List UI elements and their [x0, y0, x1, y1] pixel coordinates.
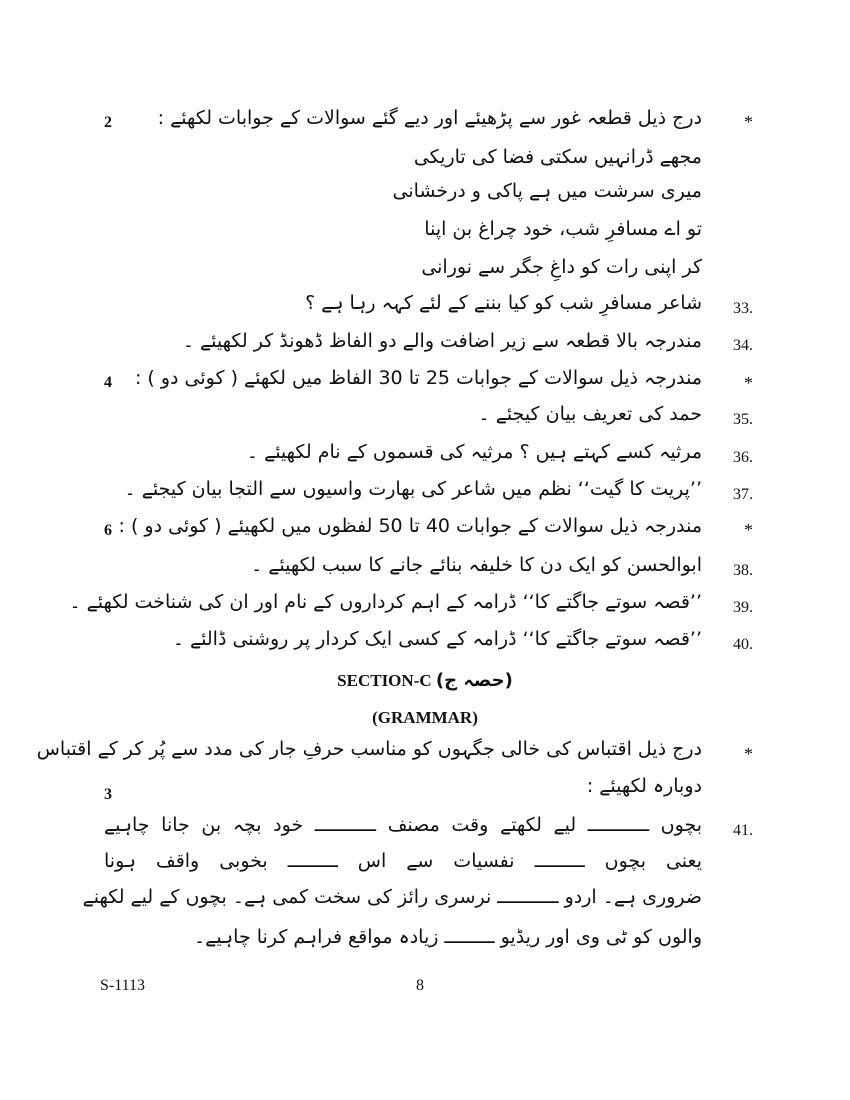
question-text: مرثیہ کسے کہتے ہیں ؟ مرثیہ کی قسموں کے نام لکھیئے ۔: [246, 441, 702, 463]
question-number: 36.: [733, 449, 753, 466]
section-heading: [0, 670, 850, 691]
instruction-text: مندرجہ ذیل سوالات کے جوابات 25 تا 30 الفاظ میں لکھئے ( کوئی دو ) :: [134, 367, 702, 389]
section-subtitle: (GRAMMAR): [372, 708, 478, 727]
question-number: 35.: [733, 411, 753, 428]
instruction-text: درج ذیل قطعہ غور سے پڑھیئے اور دیے گئے سوالات کے جوابات لکھئے :: [157, 107, 702, 129]
question-number: 40.: [733, 636, 753, 653]
question-text: ’’قصہ سوتے جاگتے کا‘‘ ڈرامہ کے کسی ایک کردار پر روشنی ڈالئے ۔: [172, 628, 702, 650]
bullet-star: *: [744, 373, 753, 393]
poem-line: تو اے مسافرِ شب، خود چراغ بن اپنا: [424, 218, 702, 240]
question-text: حمد کی تعریف بیان کیجئے ۔: [478, 403, 702, 425]
question-text: ’’پریت کا گیت‘‘ نظم میں شاعر کی بھارت واسیوں سے التجا بیان کیجئے ۔: [124, 478, 702, 500]
paragraph-line: ضروری ہے۔ اردو ـــــــــــ نرسری رائز کی سخت کمی ہے۔ بچوں کے لیے لکھنے: [82, 886, 702, 908]
question-text: ’’قصہ سوتے جاگتے کا‘‘ ڈرامہ کے اہم کرداروں کے نام اور ان کی شناخت لکھئے ۔: [69, 591, 702, 613]
page-number: 8: [416, 977, 424, 994]
marks-label: 3: [104, 786, 112, 803]
poem-line: کر اپنی رات کو داغِ جگر سے نورانی: [421, 256, 702, 278]
marks-label: 2: [104, 114, 112, 131]
bullet-star: *: [744, 744, 753, 764]
poem-line: میری سرشت میں ہے پاکی و درخشانی: [392, 180, 702, 202]
question-text: مندرجہ بالا قطعہ سے زیر اضافت والے دو الفاظ ڈھونڈ کر لکھیئے ۔: [182, 330, 702, 352]
paragraph-line: بچوں ـــــــــــ لیے لکھتے وقت مصنف ـــــــــــ خود بچہ بن جانا چاہیے: [104, 814, 702, 836]
section-title-urdu: (حصہ ج): [435, 670, 513, 691]
question-number: 34.: [733, 337, 753, 354]
bullet-star: *: [744, 112, 753, 132]
question-text: ابوالحسن کو ایک دن کا خلیفہ بنائے جانے کا سبب لکھیئے ۔: [251, 554, 702, 576]
paragraph-line: یعنی بچوں ـــــــــ نفسیات سے اس ـــــــــ بخوبی واقف ہونا: [104, 850, 702, 872]
marks-label: 4: [104, 374, 112, 391]
poem-line: مجھے ڈرانہیں سکتی فضا کی تاریکی: [413, 146, 702, 168]
instruction-text: مندرجہ ذیل سوالات کے جوابات 40 تا 50 لفظوں میں لکھیئے ( کوئی دو ) :: [118, 515, 702, 537]
paragraph-line: والوں کو ٹی وی اور ریڈیو ـــــــــ زیادہ مواقع فراہم کرنا چاہیے۔: [194, 926, 702, 948]
instruction-text: دوبارہ لکھیئے :: [586, 775, 702, 797]
question-number: 38.: [733, 562, 753, 579]
question-number: 39.: [733, 599, 753, 616]
bullet-star: *: [744, 520, 753, 540]
question-number: 41.: [733, 822, 753, 839]
question-number: 33.: [733, 300, 753, 317]
section-title: SECTION-C: [337, 671, 432, 690]
question-text: شاعر مسافرِ شب کو کیا بننے کے لئے کہہ رہا ہے ؟: [305, 292, 702, 314]
paper-code: S-1113: [100, 977, 146, 994]
marks-label: 6: [104, 522, 112, 539]
instruction-text: درج ذیل اقتباس کی خالی جگہوں کو مناسب حرفِ جار کی مدد سے پُر کر کے اقتباس: [36, 738, 702, 760]
question-number: 37.: [733, 486, 753, 503]
